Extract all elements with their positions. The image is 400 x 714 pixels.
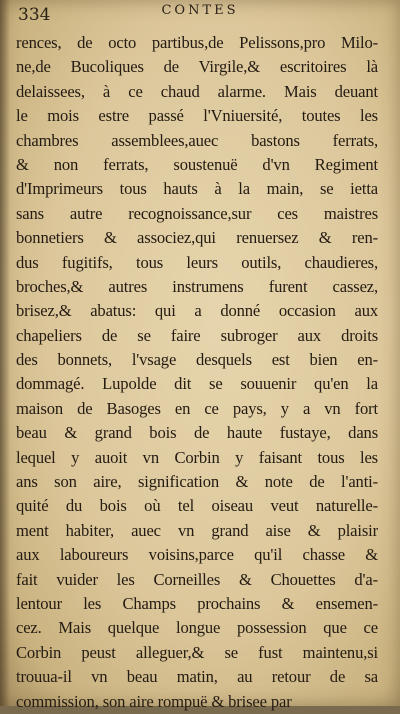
text-line: & non ferrats, soustenuë d'vn Regiment (16, 154, 378, 174)
text-line: commission, son aire rompuë & brisee par (16, 691, 292, 711)
page-number: 334 (18, 5, 51, 25)
text-line: lequel y auoit vn Corbin y faisant tous les (16, 447, 378, 467)
text-line: broches,& autres instrumens furent cassez, (16, 276, 378, 296)
running-title: CONTES (161, 3, 239, 18)
text-line: bonnetiers & associez,qui renuersez & ren- (16, 228, 378, 248)
text-line: brisez,& abatus: qui a donné occasion aux (16, 301, 378, 321)
page-header (10, 0, 390, 28)
text-line: rences, de octo partibus,de Pelissons,pro Milo- (16, 33, 378, 52)
gutter-shadow (0, 0, 10, 706)
text-line: ans son aire, signification & note de l'anti- (16, 472, 378, 492)
text-line: dommagé. Lupolde dit se souuenir qu'en la (16, 374, 378, 394)
text-line: aux laboureurs voisins,parce qu'il chasse & (16, 545, 378, 565)
text-line: fait vuider les Corneilles & Chouettes d'a- (16, 569, 378, 589)
text-line: Corbin peust alleguer,& se fust maintenu,si (16, 642, 378, 662)
text-line: trouua-il vn beau matin, au retour de sa (16, 667, 378, 687)
text-line: maison de Basoges en ce pays, y a vn fort (16, 398, 378, 418)
text-line: quité du bois où tel oiseau veut naturelle- (16, 496, 378, 516)
text-line: le mois estre passé l'Vniuersité, toutes les (16, 106, 378, 126)
text-line: delaissees, à ce chaud alarme. Mais deuant (16, 81, 378, 101)
text-line: cez. Mais quelque longue possession que ce (16, 618, 378, 638)
text-line: lentour les Champs prochains & ensemen- (16, 593, 378, 613)
text-line: chambres assemblees,auec bastons ferrats, (16, 130, 378, 150)
text-line: dus fugitifs, tous leurs outils, chaudieres, (16, 252, 378, 272)
body-text (16, 31, 378, 714)
text-line: ment habiter, auec vn grand aise & plaisir (16, 520, 378, 540)
text-line: ne,de Bucoliques de Virgile,& escritoires là (16, 57, 378, 77)
text-line: d'Imprimeurs tous hauts à la main, se ietta (16, 179, 378, 199)
text-line: des bonnets, l'vsage desquels est bien en- (16, 350, 378, 370)
text-line: chapeliers de se faire subroger aux droits (16, 325, 378, 345)
text-line: sans autre recognoissance,sur ces maistres (16, 203, 378, 223)
text-line: beau & grand bois de haute fustaye, dans (16, 423, 378, 443)
